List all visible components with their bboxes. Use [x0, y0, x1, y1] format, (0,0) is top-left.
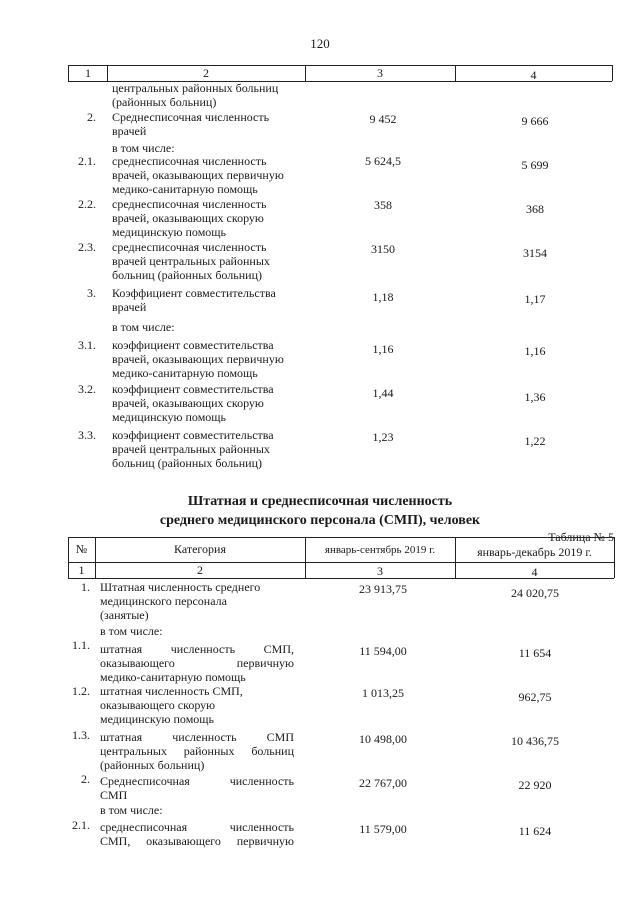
- table-row-text: штатная численность СМП, оказывающего скорую медицинскую помощь: [100, 684, 243, 726]
- value-col3: 1,18: [372, 290, 394, 304]
- table1-col-number: 1: [85, 66, 91, 80]
- value-col4: 24 020,75: [511, 586, 559, 600]
- table2-col-number: 2: [197, 563, 203, 577]
- row-number: 3.2.: [78, 382, 96, 396]
- row-number: 2.: [87, 110, 96, 124]
- table-row-text: среднесписочная численность врачей, оказывающих скорую медицинскую помощь: [112, 197, 267, 239]
- page-number: 120: [310, 36, 330, 51]
- value-col4: 962,75: [518, 690, 552, 704]
- row-number: 3.1.: [78, 338, 96, 352]
- value-col3: 22 767,00: [359, 776, 407, 790]
- value-col4: 5 699: [521, 158, 549, 172]
- value-col4: 3154: [523, 246, 547, 260]
- table2-header-number: №: [75, 542, 88, 556]
- table-row-text: среднесписочная численность врачей центральных районных больниц (районных больниц): [112, 240, 270, 282]
- table-row-text: в том числе:: [112, 141, 175, 155]
- row-number: 1.1.: [72, 638, 90, 652]
- row-number: 3.3.: [78, 428, 96, 442]
- table2-header-col4: январь-декабрь 2019 г.: [477, 545, 592, 559]
- table-row-text: коэффициент совместительства врачей, оказывающих первичную медико-санитарную помощь: [112, 338, 284, 380]
- value-col3: 358: [374, 198, 392, 212]
- table-row-text: в том числе:: [112, 320, 175, 334]
- value-col3: 1,23: [372, 430, 394, 444]
- table1-col-number: 2: [203, 66, 209, 80]
- value-col4: 1,17: [524, 292, 546, 306]
- table-row-text: коэффициент совместительства врачей центральных районных больниц (районных больниц): [112, 428, 274, 470]
- value-col3: 11 579,00: [359, 822, 407, 836]
- value-col4: 368: [526, 202, 544, 216]
- row-number: 2.: [81, 772, 90, 786]
- row-number: 2.1.: [78, 154, 96, 168]
- table2-col-number: 1: [78, 563, 85, 577]
- value-col4: 10 436,75: [511, 734, 559, 748]
- value-col3: 10 498,00: [359, 732, 407, 746]
- table-row-text: коэффициент совместительства врачей, оказывающих скорую медицинскую помощь: [112, 382, 274, 424]
- section-title: Штатная и среднесписочная численность среднего медицинского персонала (СМП), человек: [159, 494, 481, 528]
- table1-col-number: 3: [377, 66, 383, 80]
- table-row-text: центральных районных больниц (районных больниц): [112, 81, 279, 109]
- value-col4: 11 624: [518, 824, 552, 838]
- value-col3: 1,44: [372, 386, 394, 400]
- table-row-text: штатная численность СМП, оказывающего первичную медико-санитарную помощь: [100, 642, 294, 684]
- value-col4: 1,36: [524, 390, 546, 404]
- table-row-text: Штатная численность среднего медицинского персонала (занятые): [100, 580, 261, 622]
- table2-vline: [614, 537, 615, 578]
- row-number: 2.3.: [78, 240, 96, 254]
- table2-col-number: 3: [377, 564, 383, 578]
- value-col4: 22 920: [518, 778, 552, 792]
- table-row-text: штатная численность СМП центральных районных больниц (районных больниц): [100, 730, 294, 772]
- row-number: 2.2.: [78, 197, 96, 211]
- table-row-text: в том числе:: [100, 803, 163, 817]
- row-number: 1.: [81, 580, 90, 594]
- table-row-text: среднесписочная численность врачей, оказывающих первичную медико-санитарную помощь: [112, 154, 284, 196]
- value-col3: 11 594,00: [359, 644, 407, 658]
- value-col3: 3150: [371, 242, 395, 256]
- value-col4: 1,16: [524, 344, 546, 358]
- table-row-text: Среднесписочная численность врачей: [112, 110, 270, 138]
- table-row-text: Среднесписочная численность СМП: [100, 774, 294, 802]
- table2-header-col3: январь-сентябрь 2019 г.: [324, 544, 436, 556]
- table2-col-number: 4: [531, 565, 538, 579]
- value-col4: 11 654: [518, 646, 552, 660]
- row-number: 3.: [87, 286, 96, 300]
- value-col4: 1,22: [524, 434, 546, 448]
- table-row-text: Коэффициент совместительства врачей: [112, 286, 276, 314]
- table2-top-border: [68, 537, 614, 538]
- value-col3: 9 452: [369, 112, 397, 126]
- value-col4: 9 666: [521, 114, 549, 128]
- row-number: 1.3.: [72, 728, 90, 742]
- value-col3: 5 624,5: [365, 154, 401, 168]
- value-col3: 23 913,75: [359, 582, 407, 596]
- table-label: Таблица № 5: [548, 530, 614, 544]
- value-col3: 1,16: [372, 342, 394, 356]
- table-row-text: среднесписочная численность СМП, оказывающего первичную: [100, 820, 294, 848]
- table1-vline: [612, 65, 613, 81]
- table-row-text: в том числе:: [100, 624, 163, 638]
- table2-header-category: Категория: [174, 542, 226, 556]
- row-number: 1.2.: [72, 684, 90, 698]
- value-col3: 1 013,25: [362, 686, 404, 700]
- table1-col-number: 4: [530, 68, 537, 82]
- row-number: 2.1.: [72, 818, 90, 832]
